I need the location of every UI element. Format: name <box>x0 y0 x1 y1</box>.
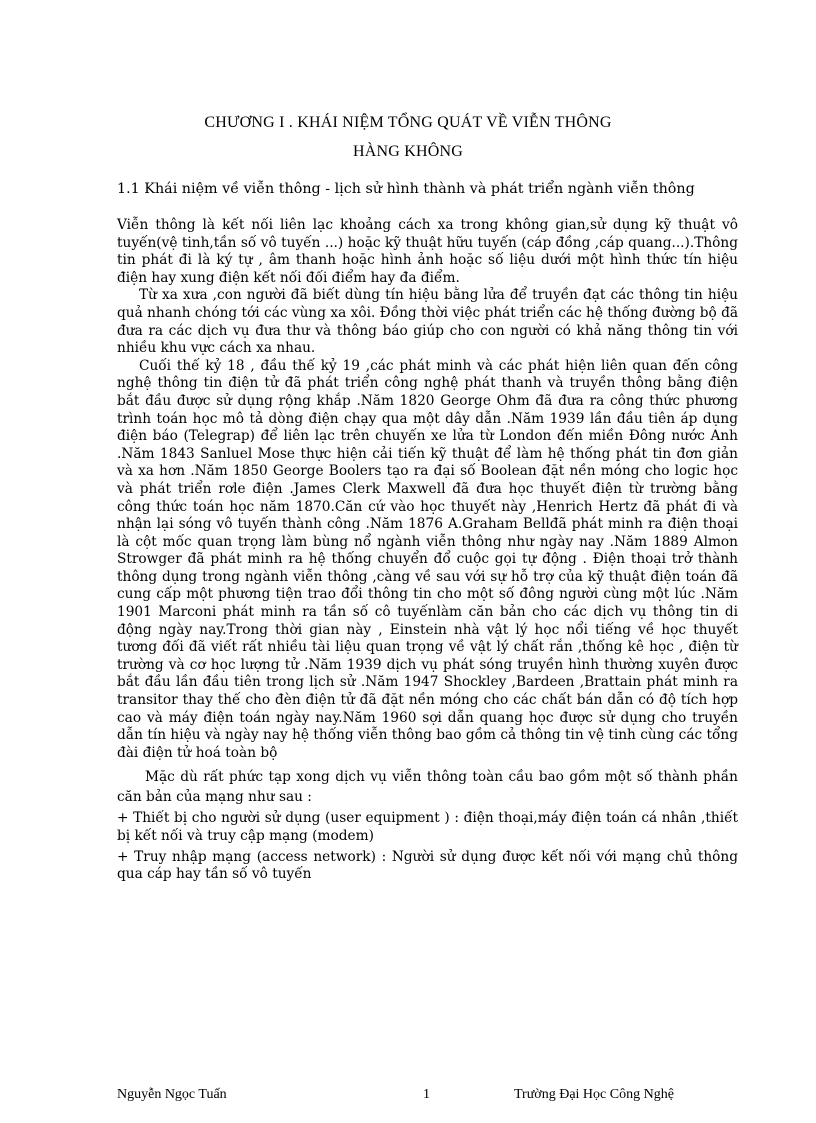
footer-page-number: 1 <box>423 1087 430 1102</box>
page-footer <box>0 1087 816 1109</box>
chapter-title-line-1: CHƯƠNG I . KHÁI NIỆM TỔNG QUÁT VỀ VIỄN THÔNG <box>204 114 612 131</box>
body-text <box>117 217 738 884</box>
chapter-title-line-2: HÀNG KHÔNG <box>353 143 463 160</box>
bullet-access-network: + Truy nhập mạng (access network) : Người sử dụng được kết nối với mạng chủ thông qua cáp hay tần số vô tuyến <box>117 848 738 883</box>
paragraph-network-components: Mặc dù rất phức tạp xong dịch vụ viễn thông toàn cầu bao gồm một số thành phần căn bản của mạng như sau : <box>117 769 738 805</box>
footer-school: Trường Đại Học Công Nghệ <box>514 1087 674 1102</box>
paragraph-history-early: Từ xa xưa ,con người đã biết dùng tín hiệu bằng lửa để truyền đạt các thông tin hiệu quả nhanh chóng tới các vùng xa xôi. Đồng thời việc phát triển các hệ thống đường bộ đã đưa ra các dịch vụ đưa thư và thông báo giúp cho con người có khả năng thông tin với nhiều khu vực cách xa nhau. <box>117 287 738 357</box>
paragraph-history-inventions: Cuối thế kỷ 18 , đầu thế kỷ 19 ,các phát minh và các phát hiện liên quan đến công nghệ thông tin điện tử đã phát triển công nghệ phát thanh và truyền thông bằng điện bắt đầu được sử dụng rộng khắp .Năm 1820 George Ohm đã đưa ra công thức phương trình toán học mô tả dòng điện chạy qua một dây dẫn .Năm 1939 lần đầu tiên áp dụng điện báo (Telegrap) để liên lạc trên chuyến xe lửa từ London đến miền Đông nước Anh .Năm 1843 Sanluel Mose thực hiện cải tiến kỹ thuật để làm hệ thống phát tin đơn giản và xa hơn .Năm 1850 George Boolers tạo ra đại số Boolean đặt nền móng cho logic học và phát triển rơle điện .James Clerk Maxwell đã đưa học thuyết điện từ trường bằng công thức toán học năm 1870.Căn cứ vào học thuyết này ,Henrich Hertz đã phát đi và nhận lại sóng vô tuyến thành công .Năm 1876 A.Graham Bellđã phát minh ra điện thoại là cột mốc quan trọng làm bùng nổ ngành viễn thông như ngày nay .Năm 1889 Almon Strowger đã phát minh ra hệ thống chuyển đổ cuộc gọi tự động . Điện thoại trở thành thông dụng trong ngành viễn thông ,càng về sau với sự hỗ trợ của kỹ thuật điện toán đã cung cấp một phương tiện trao đổi thông tin cho một số đông người cùng một lúc .Năm 1901 Marconi phát minh ra tần số cô tuyếnlàm căn bản cho các dịch vụ thông tin di động ngày nay.Trong thời gian này , Einstein nhà vật lý học nổi tiếng về học thuyết tương đối đã viết rất nhiều tài liệu quan trọng về vật lý chất rắn ,thống kê học , điện từ trường và cơ học lượng tử .Năm 1939 dịch vụ phát sóng truyền hình thường xuyên được bắt đầu lần đầu tiên trong lịch sử .Năm 1947 Shockley ,Bardeen ,Brattain phát minh ra transitor thay thế cho đèn điện tử đã đặt nền móng cho các chất bán dẫn có độ tích hợp cao và máy điện toán ngày nay.Năm 1960 sợi dẫn quang học được sử dụng cho truyền dẫn tín hiệu và ngày nay hệ thống viễn thông bao gồm cả thông tin vệ tinh cùng các tổng đài điện tử hoá toàn bộ <box>117 357 738 761</box>
section-heading: 1.1 Khái niệm về viễn thông - lịch sử hình thành và phát triển ngành viễn thông <box>117 181 695 197</box>
bullet-user-equipment: + Thiết bị cho người sử dụng (user equipment ) : điện thoại,máy điện toán cá nhân ,thiết bị kết nối và truy cập mạng (modem) <box>117 810 738 844</box>
paragraph-definition: Viễn thông là kết nối liên lạc khoảng cách xa trong không gian,sử dụng kỹ thuật vô tuyến(vệ tinh,tần số vô tuyến ...) hoặc kỹ thuật hữu tuyến (cáp đồng ,cáp quang...).Thông tin phát đi là ký tự , âm thanh hoặc hình ảnh hoặc số liệu dưới một hình thức tín hiệu điện hay xung điện kết nối đối điểm hay đa điểm. <box>117 217 738 286</box>
footer-author: Nguyễn Ngọc Tuấn <box>117 1087 227 1102</box>
